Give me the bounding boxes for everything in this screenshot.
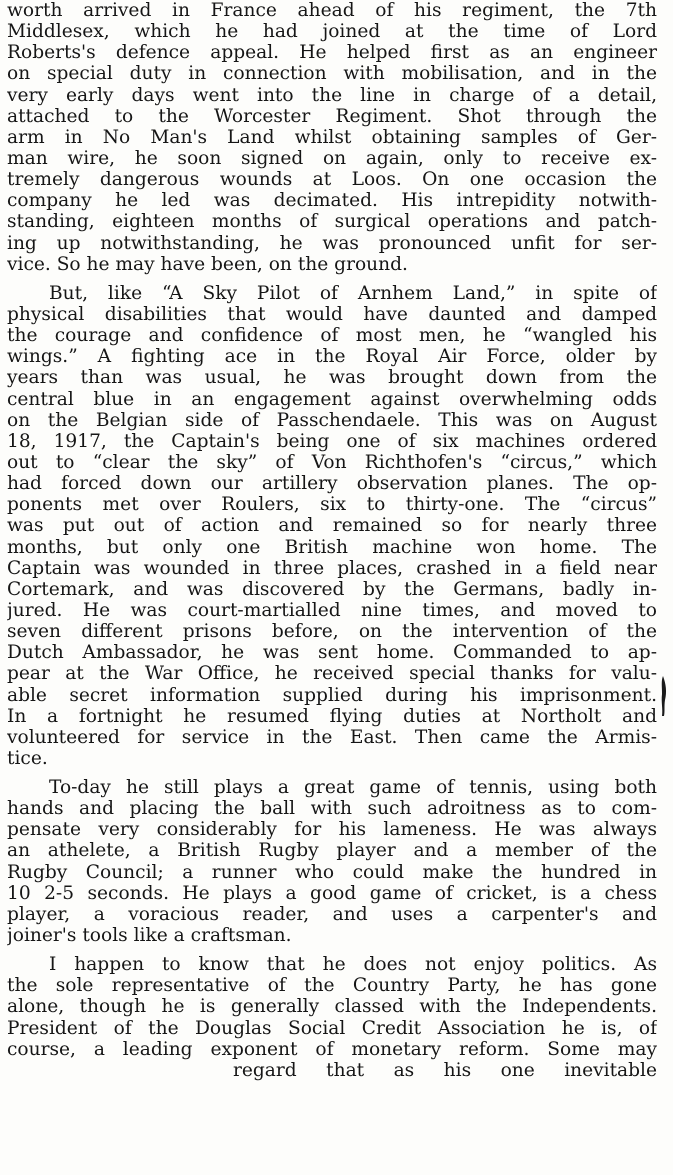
text-line: 18, 1917, the Captain's being one of six machines ordered — [7, 430, 657, 452]
text-line: tice. — [7, 747, 48, 769]
text-line: jured. He was court-martialled nine times, and moved to — [7, 599, 657, 621]
text-line: volunteered for service in the East. Then came the Armis- — [7, 726, 657, 748]
text-line: the courage and confidence of most men, he “wangled his — [7, 325, 657, 347]
text-line: worth arrived in France ahead of his regiment, the 7th — [7, 0, 657, 21]
text-line: was put out of action and remained so for nearly three — [7, 515, 657, 537]
text-line: President of the Douglas Social Credit Association he is, of — [7, 1017, 657, 1039]
paragraph-sports — [7, 777, 657, 946]
text-line: months, but only one British machine won home. The — [7, 536, 657, 558]
text-line: standing, eighteen months of surgical operations and patch- — [7, 211, 657, 233]
text-line: To-day he still plays a great game of tennis, using both — [49, 777, 657, 799]
text-line: Rugby Council; a runner who could make the hundred in — [7, 861, 657, 883]
text-line: 10 2-5 seconds. He plays a good game of cricket, is a chess — [7, 882, 657, 904]
text-line: on special duty in connection with mobilisation, and in the — [7, 63, 657, 85]
text-line: pear at the War Office, he received special thanks for valu- — [7, 663, 657, 685]
text-line: Middlesex, which he had joined at the time of Lord — [7, 21, 657, 43]
text-line: attached to the Worcester Regiment. Shot through the — [7, 105, 657, 127]
text-line: Roberts's defence appeal. He helped first as an engineer — [7, 42, 657, 64]
text-line: arm in No Man's Land whilst obtaining samples of Ger- — [7, 126, 657, 148]
text-line: wings.” A fighting ace in the Royal Air Force, older by — [7, 346, 657, 368]
text-line: man wire, he soon signed on again, only to receive ex- — [7, 147, 657, 169]
article-column — [7, 0, 657, 1081]
text-line: company he led was decimated. His intrepidity notwith- — [7, 190, 657, 212]
text-line: In a fortnight he resumed flying duties at Northolt and — [7, 705, 657, 727]
text-line: physical disabilities that would have daunted and damped — [7, 303, 657, 325]
text-line: able secret information supplied during his imprisonment. — [7, 684, 657, 706]
text-line: ponents met over Roulers, six to thirty-one. The “circus” — [7, 494, 657, 516]
text-line: vice. So he may have been, on the ground. — [7, 253, 408, 275]
paragraph-gap — [7, 946, 657, 954]
text-line: tremely dangerous wounds at Loos. On one occasion the — [7, 169, 657, 191]
ink-smudge — [661, 676, 667, 716]
text-line: alone, though he is generally classed with the Independents. — [7, 996, 657, 1018]
text-line: central blue in an engagement against overwhelming odds — [7, 388, 657, 410]
text-line: Captain was wounded in three places, crashed in a field near — [7, 557, 657, 579]
text-line: I happen to know that he does not enjoy politics. As — [49, 954, 657, 976]
text-line: pensate very considerably for his lameness. He was always — [7, 819, 657, 841]
text-line: seven different prisons before, on the intervention of the — [7, 621, 657, 643]
paragraph-politics — [7, 954, 657, 1081]
text-line: an athelete, a British Rugby player and a member of the — [7, 840, 657, 862]
paragraph-gap — [7, 275, 657, 283]
text-line: had forced down our artillery observation planes. The op- — [7, 473, 657, 495]
text-line: regard that as his one inevitable — [233, 1059, 657, 1081]
text-line: very early days went into the line in charge of a detail, — [7, 84, 657, 106]
text-line: on the Belgian side of Passchendaele. This was on August — [7, 409, 657, 431]
paragraph-royal-air-force — [7, 283, 657, 769]
text-line: hands and placing the ball with such adroitness as to com- — [7, 798, 657, 820]
text-line: Cortemark, and was discovered by the Germans, badly in- — [7, 578, 657, 600]
text-line: joiner's tools like a craftsman. — [7, 925, 292, 947]
text-line: course, a leading exponent of monetary reform. Some may — [7, 1038, 657, 1060]
text-line: But, like “A Sky Pilot of Arnhem Land,” in spite of — [49, 282, 657, 304]
text-line: ing up notwithstanding, he was pronounced unfit for ser- — [7, 232, 657, 254]
paragraph-military-service — [7, 0, 657, 275]
text-line: out to “clear the sky” of Von Richthofen's “circus,” which — [7, 451, 657, 473]
text-line: player, a voracious reader, and uses a carpenter's and — [7, 903, 657, 925]
text-line: Dutch Ambassador, he was sent home. Commanded to ap- — [7, 642, 657, 664]
paragraph-gap — [7, 769, 657, 777]
text-line: the sole representative of the Country Party, he has gone — [7, 975, 657, 997]
text-line: years than was usual, he was brought down from the — [7, 367, 657, 389]
